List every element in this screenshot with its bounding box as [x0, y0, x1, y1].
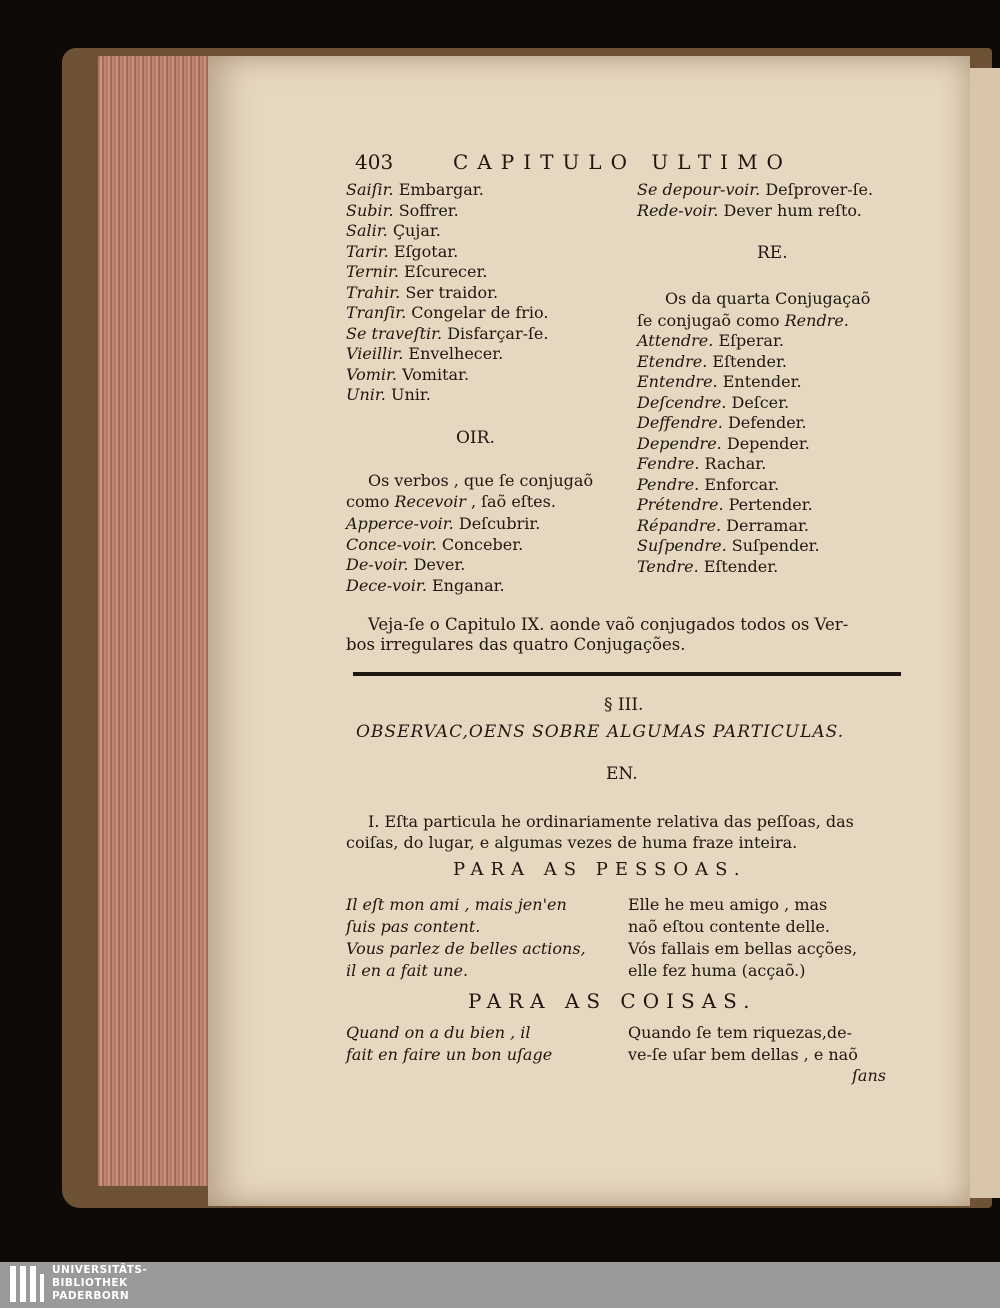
re-row	[637, 372, 820, 393]
running-title: CAPITULO ULTIMO	[453, 150, 792, 174]
oir-french-verb: Apperce-voir.	[346, 514, 454, 533]
things-heading: PARA AS COISAS.	[468, 989, 757, 1013]
oir-portuguese-meaning: Conceber.	[441, 534, 524, 554]
right-top-row	[637, 201, 873, 222]
things-french	[346, 1022, 552, 1066]
library-name-line-2: BIBLIOTHEK	[52, 1277, 128, 1289]
library-name-line-3: PADERBORN	[52, 1290, 130, 1302]
left-portuguese-meaning: Soffrer.	[398, 200, 459, 220]
left-french-verb: Vieillir.	[346, 344, 404, 363]
left-row	[346, 365, 548, 386]
oir-verb-list	[346, 514, 540, 596]
re-row	[637, 495, 820, 516]
re-row	[637, 393, 820, 414]
re-portuguese-meaning: Derramar.	[726, 515, 809, 535]
re-row	[637, 331, 820, 352]
section-subheading: EN.	[606, 764, 638, 784]
persons-portuguese-line: Elle he meu amigo , mas	[628, 895, 828, 914]
re-portuguese-meaning: Eſtender.	[712, 351, 787, 371]
left-french-verb: Tranſir.	[346, 303, 407, 322]
things-portuguese-line: Quando ſe tem riquezas,de-	[628, 1023, 853, 1042]
re-french-verb: Suſpendre.	[637, 536, 727, 555]
left-verb-list	[346, 180, 548, 406]
oir-portuguese-meaning: Dever.	[413, 555, 466, 574]
re-row	[637, 352, 820, 373]
persons-portuguese	[628, 894, 857, 982]
left-row	[346, 303, 548, 324]
oir-heading: OIR.	[456, 428, 495, 448]
re-row	[637, 536, 820, 557]
persons-french	[346, 894, 586, 982]
left-french-verb: Se traveſtir.	[346, 323, 443, 343]
persons-portuguese-line: naõ eſtou contente delle.	[628, 917, 830, 936]
left-portuguese-meaning: Embargar.	[398, 180, 484, 199]
library-name	[52, 1264, 147, 1303]
left-row	[346, 180, 548, 201]
left-french-verb: Unir.	[346, 385, 386, 404]
left-portuguese-meaning: Disfarçar-ſe.	[447, 323, 549, 343]
things-french-line: fait en faire un bon uſage	[346, 1045, 553, 1064]
oir-french-verb: Dece-voir.	[346, 575, 427, 595]
persons-portuguese-line: Vós fallais em bellas acções,	[628, 939, 858, 958]
oir-portuguese-meaning: Enganar.	[432, 575, 505, 595]
left-french-verb: Subir.	[346, 200, 394, 220]
page-number: 403	[355, 150, 394, 174]
oir-intro-verb: Recevoir	[394, 492, 466, 511]
section-number: § III.	[604, 695, 644, 715]
left-french-verb: Saiſir.	[346, 180, 394, 199]
re-french-verb: Prétendre.	[637, 495, 724, 514]
persons-french-line: Il eſt mon ami , mais jen'en	[346, 895, 567, 914]
persons-french-line: Vous parlez de belles actions,	[346, 939, 586, 958]
left-portuguese-meaning: Ser traidor.	[405, 282, 499, 302]
re-portuguese-meaning: Eſperar.	[718, 331, 784, 350]
things-french-line: Quand on a du bien , il	[346, 1023, 531, 1042]
note-line-2: bos irregulares das quatro Conjugações.	[346, 635, 686, 654]
re-french-verb: Pendre.	[637, 474, 700, 494]
left-row	[346, 201, 548, 222]
re-intro-line-1: Os da quarta Conjugaçaõ	[665, 289, 871, 308]
oir-intro-text-a: como	[346, 492, 395, 511]
persons-portuguese-line: elle fez huma (acçaõ.)	[628, 961, 806, 980]
things-portuguese-line: ve-ſe uſar bem dellas , e naõ	[628, 1045, 858, 1064]
re-portuguese-meaning: Rachar.	[704, 454, 767, 473]
paragraph-line-2: coiſas, do lugar, e algumas vezes de huma fraze inteira.	[346, 833, 798, 852]
left-french-verb: Salir.	[346, 221, 388, 240]
left-portuguese-meaning: Çujar.	[392, 221, 441, 240]
oir-row	[346, 535, 540, 556]
re-portuguese-meaning: Depender.	[726, 433, 810, 453]
oir-intro-line-2	[346, 492, 556, 513]
re-french-verb: Répandre.	[637, 515, 722, 535]
oir-intro-line-1: Os verbos , que ſe conjugaõ	[368, 471, 594, 490]
library-logo-icon	[8, 1264, 46, 1304]
re-portuguese-meaning: Enforcar.	[704, 474, 780, 494]
left-row	[346, 262, 548, 283]
re-french-verb: Deſcendre.	[637, 392, 727, 412]
oir-french-verb: De-voir.	[346, 555, 409, 574]
oir-row	[346, 514, 540, 535]
re-french-verb: Attendre.	[637, 331, 714, 350]
oir-row	[346, 576, 540, 597]
left-portuguese-meaning: Congelar de frio.	[411, 303, 549, 322]
right-top-row	[637, 180, 873, 201]
persons-heading: PARA AS PESSOAS.	[453, 859, 747, 880]
left-french-verb: Tarir.	[346, 241, 389, 261]
left-portuguese-meaning: Eſgotar.	[393, 241, 459, 261]
library-footer	[0, 1262, 1000, 1308]
right-top-french-verb: Rede-voir.	[637, 200, 719, 220]
right-verb-list-top	[637, 180, 873, 221]
re-french-verb: Etendre.	[637, 351, 708, 371]
left-portuguese-meaning: Vomitar.	[402, 364, 470, 384]
re-row	[637, 557, 820, 578]
re-row	[637, 434, 820, 455]
re-french-verb: Fendre.	[637, 454, 700, 473]
re-portuguese-meaning: Entender.	[722, 372, 802, 391]
left-row	[346, 324, 548, 345]
re-intro-verb: Rendre.	[784, 311, 849, 330]
note-line-1: Veja-ſe o Capitulo IX. aonde vaõ conjugados todos os Ver-	[368, 615, 849, 634]
right-top-portuguese-meaning: Deſprover-ſe.	[765, 180, 874, 199]
re-row	[637, 475, 820, 496]
oir-portuguese-meaning: Deſcubrir.	[458, 514, 541, 533]
page-edges	[98, 56, 210, 1186]
re-portuguese-meaning: Suſpender.	[731, 536, 820, 555]
paragraph-line-1: I. Eſta particula he ordinariamente relativa das peſſoas, das	[368, 812, 854, 831]
re-intro-text: ſe conjugaõ como	[637, 311, 785, 330]
re-verb-list	[637, 331, 820, 577]
section-title: OBSERVAC,OENS SOBRE ALGUMAS PARTICULAS.	[356, 722, 845, 742]
oir-intro-text-c: , ſaõ eſtes.	[465, 492, 556, 511]
left-row	[346, 242, 548, 263]
library-name-line-1: UNIVERSITÄTS-	[52, 1264, 148, 1276]
left-row	[346, 385, 548, 406]
left-french-verb: Vomir.	[346, 364, 397, 384]
oir-french-verb: Conce-voir.	[346, 534, 437, 554]
persons-french-line: il en a fait une.	[346, 961, 469, 980]
facing-page-edge	[970, 68, 1000, 1198]
catchword: ſans	[852, 1066, 886, 1085]
right-top-portuguese-meaning: Dever hum reſto.	[723, 200, 862, 220]
re-portuguese-meaning: Deſcer.	[731, 392, 790, 412]
re-french-verb: Deffendre.	[637, 413, 723, 432]
re-portuguese-meaning: Defender.	[727, 413, 807, 432]
re-row	[637, 516, 820, 537]
re-heading: RE.	[757, 243, 788, 263]
re-french-verb: Dependre.	[637, 433, 722, 453]
left-row	[346, 221, 548, 242]
re-french-verb: Tendre.	[637, 556, 699, 576]
left-row	[346, 283, 548, 304]
persons-french-line: ſuis pas content.	[346, 917, 481, 936]
right-top-french-verb: Se depour-voir.	[637, 180, 761, 199]
left-portuguese-meaning: Envelhecer.	[408, 344, 504, 363]
section-divider	[353, 672, 901, 676]
oir-row	[346, 555, 540, 576]
re-row	[637, 413, 820, 434]
left-row	[346, 344, 548, 365]
left-french-verb: Trahir.	[346, 282, 401, 302]
re-portuguese-meaning: Pertender.	[728, 495, 813, 514]
left-portuguese-meaning: Unir.	[390, 385, 431, 404]
left-portuguese-meaning: Eſcurecer.	[404, 262, 488, 281]
left-french-verb: Ternir.	[346, 262, 399, 281]
re-intro-line-2	[637, 311, 849, 332]
re-french-verb: Entendre.	[637, 372, 718, 391]
re-row	[637, 454, 820, 475]
re-portuguese-meaning: Eſtender.	[703, 556, 779, 576]
things-portuguese	[628, 1022, 858, 1066]
